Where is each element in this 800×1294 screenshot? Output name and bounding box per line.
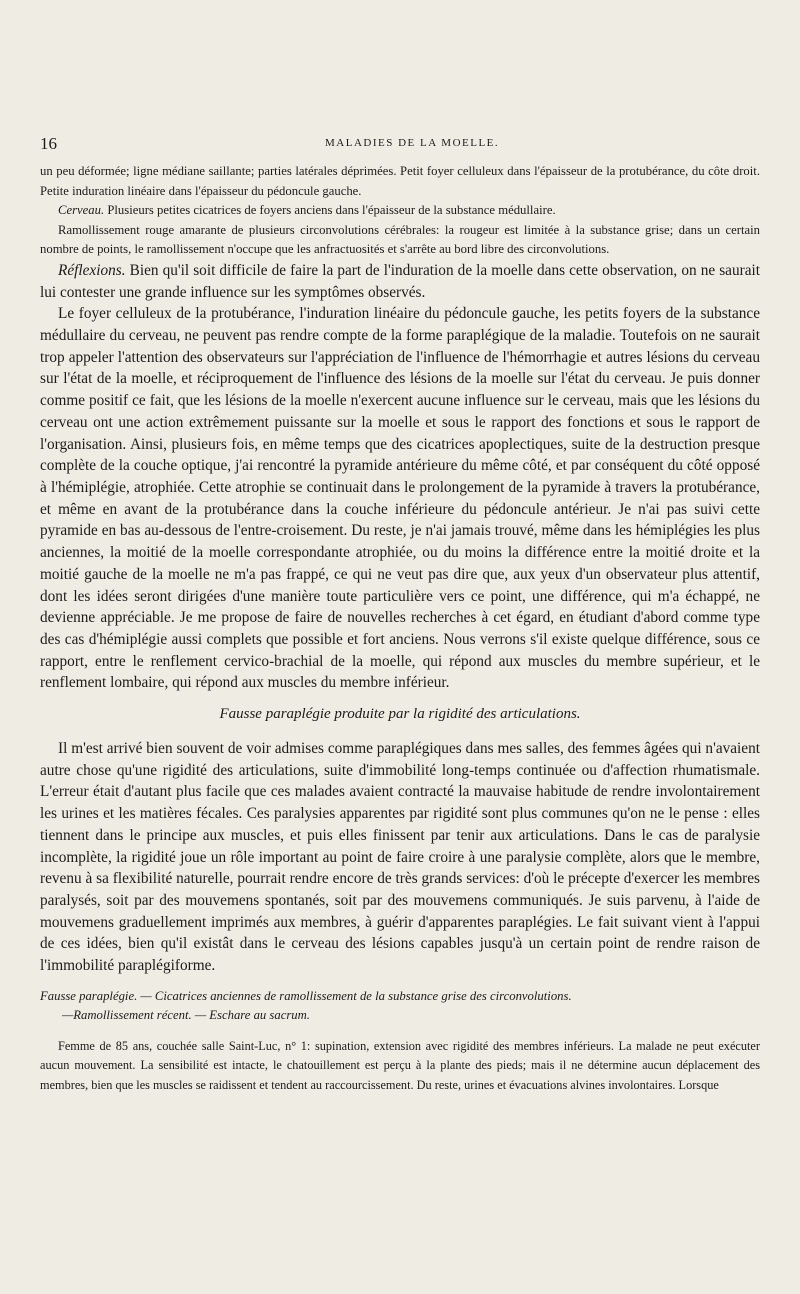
paragraph-autopsy-protuberance: un peu déformée; ligne médiane saillante; parties latérales déprimées. Petit foyer celluleux dans l'épaisseur de la protubérance, du côte droit. Petite induration linéaire dans l'épaisseur du pédoncule gauche. [40,164,760,198]
paragraph-case-observation: Femme de 85 ans, couchée salle Saint-Luc, n° 1: supination, extension avec rigidité des membres inférieurs. La malade ne peut exécuter aucun mouvement. La sensibilité est intacte, le chatouillement est perçu à la plante des pieds; mais il ne détermine aucun déplacement des membres, bien que les muscles se raidissent et tendent au raccourcissement. Du reste, urines et évacuations alvines involontaires. Lorsque [40,1038,760,1092]
text-reflexions: Bien qu'il soit difficile de faire la part de l'induration de la moelle dans cette observation, on ne saurait lui contester une grande influence sur les symptômes observés. [40,261,760,301]
page-header [40,134,740,154]
text-cerveau: Plusieurs petites cicatrices de foyers anciens dans l'épaisseur de la substance médullaire. [104,203,556,218]
label-reflexions: Réflexions. [58,261,126,279]
case-title [40,987,760,1025]
label-cerveau: Cerveau. [58,203,105,218]
paragraph-cerveau [40,201,760,221]
paragraph-reflexions [40,260,760,303]
case-title-line-1: Fausse paraplégie. — Cicatrices anciennes de ramollissement de la substance grise des circonvolutions. [40,988,572,1003]
section-heading: Fausse paraplégie produite par la rigidité des articulations. [219,706,581,723]
running-head: MALADIES DE LA MOELLE. [325,137,500,149]
body-text [40,162,760,1096]
page-number: 16 [40,134,57,153]
paragraph-ramollissement: Ramollissement rouge amarante de plusieurs circonvolutions cérébrales: la rougeur est limitée à la substance grise; dans un certain nombre de points, le ramollissement n'occupe que les anfractuosités et s'arrête au bord libre des circonvolutions. [40,222,760,257]
paragraph-foyer-celluleux: Le foyer celluleux de la protubérance, l'induration linéaire du pédoncule gauche, les petits foyers de la substance médullaire du cerveau, ne peuvent pas rendre compte de la forme paraplégique de la maladie. Toutefois on ne saurait trop appeler l'attention des observateurs sur l'appréciation de l'influence de l'hémorrhagie et autres lésions du cerveau sur l'état de la moelle, et réciproquement de l'influence des lésions de la moelle sur l'état du cerveau. Je puis donner comme positif ce fait, que les lésions de la moelle n'exercent aucune influence sur le cerveau, mais que les lésions du cerveau ont une action extrêmement puissante sur la moelle et sous le rapport des fonctions et sous le rapport de l'organisation. Ainsi, plusieurs fois, en même temps que des cicatrices apoplectiques, suite de la destruction presque complète de la couche optique, j'ai rencontré la pyramide antérieure du même côté, et par conséquent du côté opposé à l'hémiplégie, atrophiée. Cette atrophie se continuait dans le prolongement de la pyramide à travers la protubérance, et même en avant de la protubérance dans la couche inférieure du pédoncule antérieur. Je n'ai pas suivi cette pyramide en bas au-dessous de l'entre-croisement. Du reste, je n'ai jamais trouvé, même dans les hémiplégies les plus anciennes, la moitié de la moelle correspondante atrophiée, ou du moins la différence entre la moitié droite et la moitié gauche de la moelle ne m'a pas frappé, ce qui ne veut pas dire que, aux yeux d'un observateur plus attentif, dont les idées seront dirigées d'une manière toute particulière vers ce point, une différence, qui m'a échappé, ne devienne appréciable. Je me propose de faire de nouvelles recherches à cet égard, en étudiant d'abord comme type des cas d'hémiplégie aussi complets que possible et fort anciens. Nous verrons s'il existe quelque différence, sous ce rapport, entre le renflement cervico-brachial de la moelle, qui répond aux muscles du membre supérieur, et le renflement lombaire, qui répond aux muscles du membre inférieur. [40,305,760,692]
paragraph-fausse-paraplegie: Il m'est arrivé bien souvent de voir admises comme paraplégiques dans mes salles, des femmes âgées qui n'avaient autre chose qu'une rigidité des articulations, suite d'immobilité long-temps continuée ou d'affection rhumatismale. L'erreur était d'autant plus facile que ces malades avaient contracté la mauvaise habitude de rendre involontairement les urines et les matières fécales. Ces paralysies apparentes par rigidité sont plus communes qu'on ne le pense : elles tiennent dans le principe aux muscles, et puis elles finissent par tenir aux articulations. Dans le cas de paralysie incomplète, la rigidité joue un rôle important au point de faire croire à une paralysie complète, alors que le membre, revenu à sa flexibilité naturelle, pourrait rendre encore de très grands services: d'où le précepte d'exercer les membres paralysés, soit par des mouvemens spontanés, soit par des mouvemens communiqués. Je suis parvenu, à l'aide de mouvemens graduellement imprimés aux membres, à guérir d'apparentes paraplégies. Le fait suivant vient à l'appui de ces idées, bien qu'il existât dans le cerveau des lésions capables jusqu'à un certain point de rendre raison de l'immobilité paraplégiforme. [40,740,760,975]
case-title-line-2: —Ramollissement récent. — Eschare au sacrum. [62,1007,310,1022]
